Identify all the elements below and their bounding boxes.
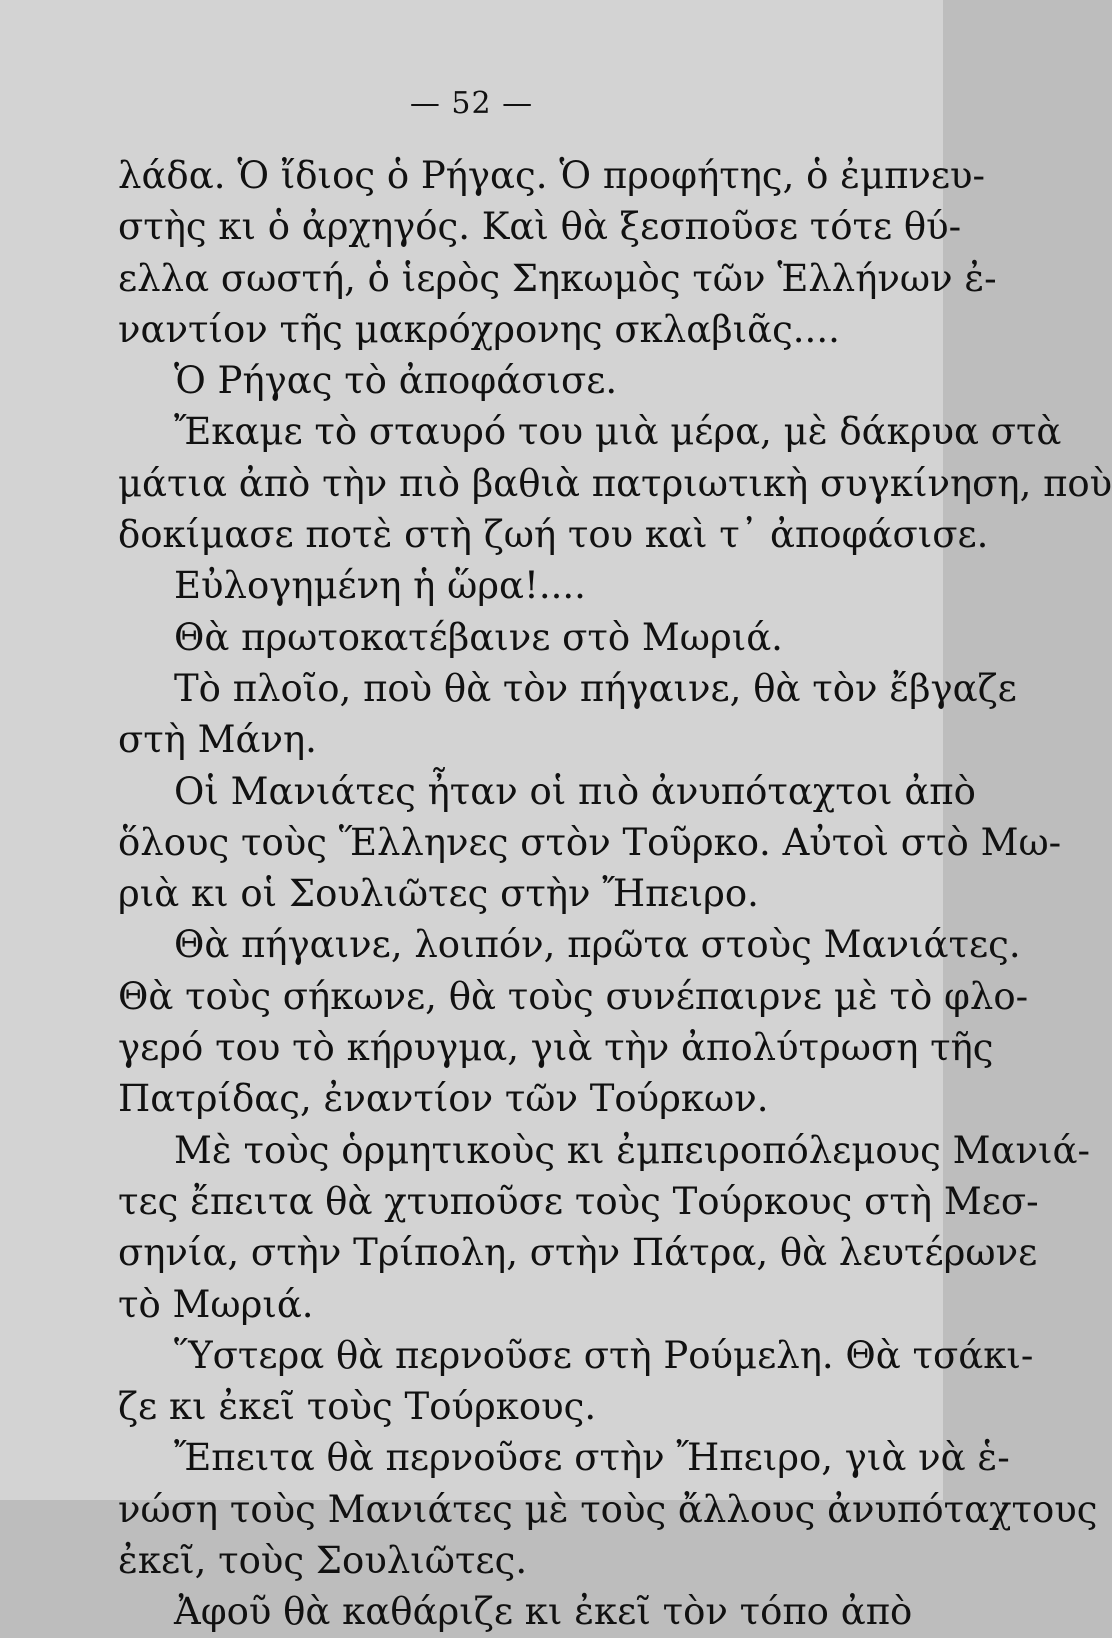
text-line: ὅλους τοὺς Ἕλληνες στὸν Τοῦρκο. Αὐτοὶ στὸ Μω- bbox=[118, 820, 1062, 864]
text-line: Ὕστερα θὰ περνοῦσε στὴ Ρούμελη. Θὰ τσάκι- bbox=[174, 1333, 1034, 1377]
text-line: ναντίον τῆς μακρόχρονης σκλαβιᾶς.... bbox=[118, 307, 840, 351]
text-line: Μὲ τοὺς ὁρμητικοὺς κι ἐμπειροπόλεμους Μανιά- bbox=[174, 1128, 1091, 1172]
text-line: τες ἔπειτα θὰ χτυποῦσε τοὺς Τούρκους στὴ Μεσ- bbox=[118, 1179, 1039, 1223]
text-line: Οἱ Μανιάτες ἦταν οἱ πιὸ ἀνυπόταχτοι ἀπὸ bbox=[174, 769, 976, 813]
text-line: Ἔπειτα θὰ περνοῦσε στὴν Ἤπειρο, γιὰ νὰ ἑ- bbox=[174, 1436, 1010, 1480]
page-number: — 52 — bbox=[409, 86, 534, 121]
text-line: Εὐλογημένη ἡ ὥρα!.... bbox=[174, 564, 586, 608]
text-line: Ἔκαμε τὸ σταυρό του μιὰ μέρα, μὲ δάκρυα στὰ bbox=[174, 410, 1062, 454]
text-line: δοκίμασε ποτὲ στὴ ζωή του καὶ τ᾽ ἀποφάσισε. bbox=[118, 513, 989, 557]
text-line: Πατρίδας, ἐναντίον τῶν Τούρκων. bbox=[118, 1077, 769, 1121]
text-line: τὸ Μωριά. bbox=[118, 1282, 314, 1326]
text-line: στὴ Μάνη. bbox=[118, 718, 317, 762]
text-line: Ὁ Ρήγας τὸ ἀποφάσισε. bbox=[174, 359, 618, 403]
text-line: στὴς κι ὁ ἀρχηγός. Καὶ θὰ ξεσποῦσε τότε θύ- bbox=[118, 205, 962, 249]
text-line: Τὸ πλοῖο, ποὺ θὰ τὸν πήγαινε, θὰ τὸν ἔβγαζε bbox=[174, 666, 1017, 710]
text-line: λάδα. Ὁ ἴδιος ὁ Ρήγας. Ὁ προφήτης, ὁ ἐμπνευ- bbox=[118, 154, 986, 197]
body-text bbox=[118, 150, 1112, 1638]
text-line: σηνία, στὴν Τρίπολη, στὴν Πάτρα, θὰ λευτέρωνε bbox=[118, 1231, 1038, 1275]
text-line: Θὰ τοὺς σήκωνε, θὰ τοὺς συνέπαιρνε μὲ τὸ φλο- bbox=[118, 974, 1029, 1018]
text-line: ριὰ κι οἱ Σουλιῶτες στὴν Ἤπειρο. bbox=[118, 872, 759, 916]
text-line: ζε κι ἐκεῖ τοὺς Τούρκους. bbox=[118, 1385, 597, 1429]
text-line: Θὰ πρωτοκατέβαινε στὸ Μωριά. bbox=[174, 615, 783, 659]
text-line: ελλα σωστή, ὁ ἱερὸς Σηκωμὸς τῶν Ἑλλήνων ἐ- bbox=[118, 256, 997, 300]
text-line: Ἀφοῦ θὰ καθάριζε κι ἐκεῖ τὸν τόπο ἀπὸ bbox=[174, 1590, 913, 1634]
text-line: νώση τοὺς Μανιάτες μὲ τοὺς ἄλλους ἀνυπόταχτους bbox=[118, 1487, 1098, 1531]
text-line: γερό του τὸ κήρυγμα, γιὰ τὴν ἀπολύτρωση τῆς bbox=[118, 1026, 994, 1070]
text-line: Θὰ πήγαινε, λοιπόν, πρῶτα στοὺς Μανιάτες. bbox=[174, 923, 1021, 967]
text-line: μάτια ἀπὸ τὴν πιὸ βαθιὰ πατριωτικὴ συγκίνηση, ποὺ bbox=[118, 461, 1112, 505]
text-line: ἐκεῖ, τοὺς Σουλιῶτες. bbox=[118, 1539, 528, 1583]
